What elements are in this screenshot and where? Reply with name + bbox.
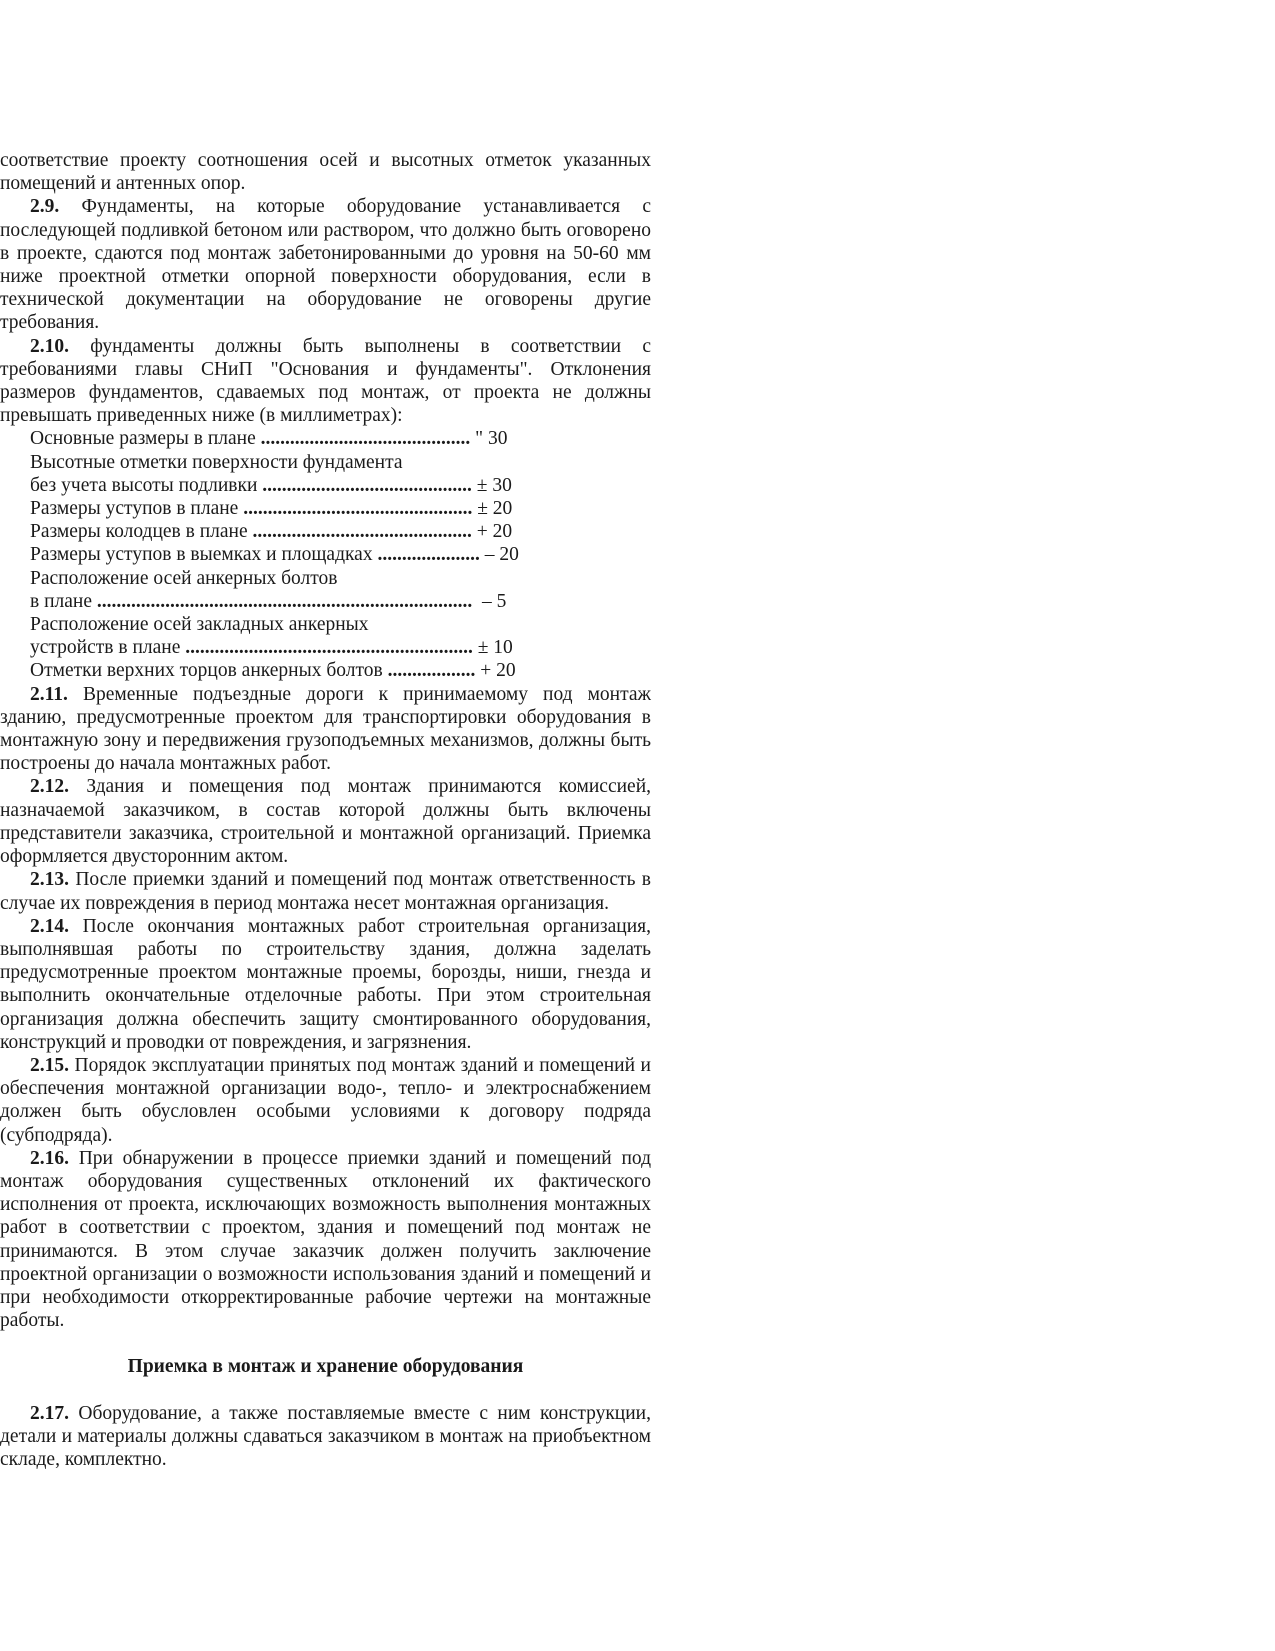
paragraph-2-14 — [0, 915, 651, 1054]
tolerance-list — [0, 427, 651, 682]
tolerance-row: Размеры уступов в плане ............................................... ± 20 — [30, 498, 513, 520]
paragraph-2-10 — [0, 335, 651, 428]
clause-text: Порядок эксплуатации принятых под монтаж зданий и помещений и обеспечения монтажной организации водо-, тепло- и электроснабжением должен быть обусловлен особыми условиями к договору подряда (субподряда). — [0, 1054, 651, 1146]
clause-text: После приемки зданий и помещений под монтаж ответственность в случае их повреждения в период монтажа несет монтажная организация. — [0, 869, 651, 914]
paragraph-2-9 — [0, 195, 651, 334]
paragraph-2-11 — [0, 683, 651, 776]
tolerance-row: Расположение осей закладных анкерных — [30, 614, 369, 636]
tolerance-row: Высотные отметки поверхности фундамента — [30, 451, 403, 473]
paragraph-2-15 — [0, 1054, 651, 1147]
clause-number: 2.13. — [30, 869, 69, 891]
tolerance-row: Размеры колодцев в плане ............................................. + 20 — [30, 521, 513, 543]
tolerance-row: Размеры уступов в выемках и площадках ..................... – 20 — [30, 544, 519, 566]
clause-text: Оборудование, а также поставляемые вместе с ним конструкции, детали и материалы должны сдаваться заказчиком в монтаж на приобъектном складе, комплектно. — [0, 1402, 651, 1470]
clause-text: Здания и помещения под монтаж принимаются комиссией, назначаемой заказчиком, в состав которой должны быть включены представители заказчика, строительной и монтажной организаций. Приемка оформляется двусторонним актом. — [0, 776, 651, 868]
paragraph-2-17 — [0, 1402, 651, 1472]
clause-number: 2.10. — [30, 335, 69, 357]
tolerance-row: Отметки верхних торцов анкерных болтов .................. + 20 — [30, 660, 516, 682]
clause-text: фундаменты должны быть выполнены в соответствии с требованиями главы СНиП "Основания и фундаменты". Отклонения размеров фундаментов, сдаваемых под монтаж, от проекта не должны превышать приведенных ниже (в миллиметрах): — [0, 335, 651, 427]
clause-number: 2.15. — [30, 1054, 69, 1076]
clause-number: 2.17. — [30, 1402, 69, 1424]
tolerance-row: в плане ............................................................................. – 5 — [30, 590, 507, 612]
clause-text: После окончания монтажных работ строительная организация, выполнявшая работы по строительству здания, должна заделать предусмотренные проектом монтажные проемы, борозды, ниши, гнезда и выполнить окончательные отделочные работы. При этом строительная организация должна обеспечить защиту смонтированного оборудования, конструкций и проводки от повреждения, и загрязнения. — [0, 915, 651, 1053]
paragraph-2-12 — [0, 775, 651, 868]
paragraph-2-13 — [0, 868, 651, 914]
clause-number: 2.14. — [30, 915, 69, 937]
clause-text: Временные подъездные дороги к принимаемому под монтаж зданию, предусмотренные проектом для транспортировки оборудования в монтажную зону и передвижения грузоподъемных механизмов, должны быть построены до начала монтажных работ. — [0, 683, 651, 775]
clause-number: 2.12. — [30, 776, 69, 798]
tolerance-row: Расположение осей анкерных болтов — [30, 567, 338, 589]
paragraph-2-16 — [0, 1147, 651, 1333]
clause-number: 2.11. — [30, 683, 68, 705]
clause-text: Фундаменты, на которые оборудование устанавливается с последующей подливкой бетоном или раствором, что должно быть оговорено в проекте, сдаются под монтаж забетонированными до уровня на 50-60 мм ниже проектной отметки опорной поверхности оборудования, если в технической документации на оборудование не оговорены другие требования. — [0, 196, 651, 334]
tolerance-row: устройств в плане ........................................................... ± 10 — [30, 637, 513, 659]
tolerance-row: без учета высоты подливки ........................................... ± 30 — [30, 474, 512, 496]
clause-number: 2.16. — [30, 1147, 69, 1169]
clause-text: При обнаружении в процессе приемки зданий и помещений под монтаж оборудования существенных отклонений их фактического исполнения от проекта, исключающих возможность выполнения монтажных работ в соответствии с проектом, здания и помещений под монтаж не принимаются. В этом случае заказчик должен получить заключение проектной организации о возможности использования зданий и помещений и при необходимости откорректированные рабочие чертежи на монтажные работы. — [0, 1147, 651, 1332]
clause-number: 2.9. — [30, 196, 60, 218]
document-page — [0, 149, 651, 1471]
tolerance-row: Основные размеры в плане ........................................... " 30 — [30, 428, 508, 450]
section-heading: Приемка в монтаж и хранение оборудования — [127, 1356, 524, 1378]
paragraph-continuation: соответствие проекту соотношения осей и высотных отметок указанных помещений и антенных опор. — [0, 150, 651, 195]
